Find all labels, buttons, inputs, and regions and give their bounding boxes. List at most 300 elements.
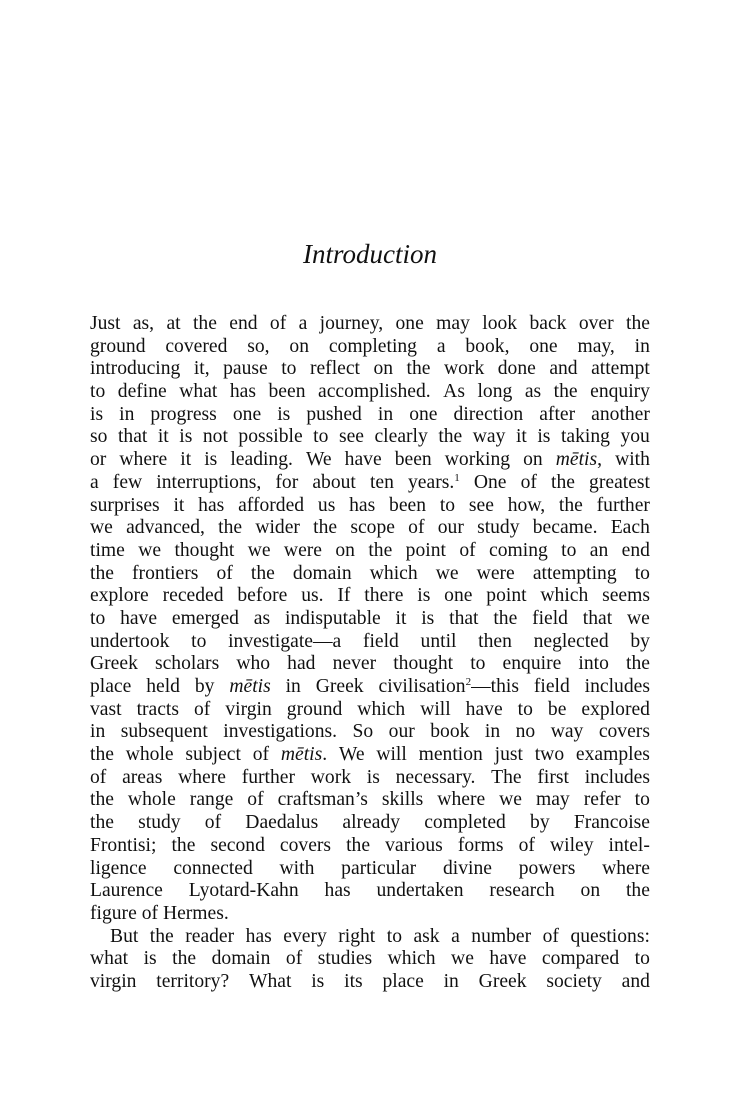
word: by bbox=[630, 630, 650, 652]
word: is bbox=[90, 403, 104, 425]
word: with bbox=[615, 449, 650, 471]
word: study bbox=[477, 517, 520, 539]
word: civilisation$^2$—this bbox=[378, 676, 519, 697]
word: covered bbox=[165, 335, 228, 357]
word: there bbox=[364, 585, 404, 607]
word: one bbox=[395, 313, 424, 334]
word: of bbox=[141, 902, 159, 924]
word: a bbox=[451, 925, 460, 947]
word: had bbox=[287, 653, 316, 675]
word: on bbox=[289, 335, 309, 357]
word: wiley bbox=[549, 834, 594, 856]
word: includes bbox=[584, 676, 650, 697]
word: not bbox=[202, 426, 228, 448]
word: as bbox=[524, 381, 542, 403]
word: coming bbox=[489, 539, 548, 561]
word: has bbox=[229, 381, 256, 403]
word: attempt bbox=[591, 358, 650, 380]
word: over bbox=[578, 313, 614, 334]
text-line bbox=[90, 721, 650, 744]
word: has bbox=[245, 925, 272, 947]
word: mētis, bbox=[555, 449, 603, 471]
word: investigate—a bbox=[228, 630, 342, 652]
word: book, bbox=[465, 335, 510, 357]
word: Lyotard-Kahn bbox=[188, 880, 299, 902]
word: were bbox=[283, 539, 322, 561]
word: the bbox=[438, 426, 463, 448]
word: necessary. bbox=[395, 766, 476, 788]
word: to bbox=[470, 653, 486, 675]
word: point bbox=[405, 539, 446, 561]
word: on bbox=[523, 449, 543, 471]
word: One bbox=[473, 471, 507, 493]
word: thought bbox=[174, 539, 235, 561]
word: subsequent bbox=[120, 721, 208, 743]
word: until bbox=[420, 630, 457, 652]
word: another bbox=[591, 403, 650, 425]
word: range bbox=[189, 789, 234, 811]
word: has bbox=[324, 880, 351, 902]
word: we bbox=[499, 789, 523, 811]
word: covers bbox=[598, 721, 650, 743]
word: leading. bbox=[230, 449, 293, 471]
word: by bbox=[194, 676, 215, 697]
text-line bbox=[90, 789, 650, 812]
word: is bbox=[277, 403, 291, 425]
word: time bbox=[90, 539, 125, 561]
word: taking bbox=[560, 426, 610, 448]
word: it bbox=[157, 426, 169, 448]
word: study bbox=[138, 812, 181, 834]
word: became. bbox=[532, 517, 598, 539]
word: Just bbox=[90, 313, 121, 334]
word: in bbox=[285, 676, 301, 697]
word: to bbox=[517, 698, 533, 720]
word: accomplished. bbox=[318, 381, 431, 403]
word: If bbox=[337, 585, 351, 607]
word: is bbox=[311, 970, 325, 992]
word: the bbox=[625, 880, 650, 902]
word: to bbox=[281, 358, 297, 380]
word: We bbox=[305, 449, 332, 471]
word: to bbox=[90, 607, 106, 629]
word: which bbox=[540, 585, 589, 607]
word: emerged bbox=[171, 607, 239, 629]
word: questions: bbox=[570, 925, 650, 947]
word: of bbox=[408, 517, 425, 539]
word: to bbox=[634, 948, 650, 970]
word: have bbox=[344, 449, 382, 471]
word: Daedalus bbox=[245, 812, 319, 834]
word: includes bbox=[584, 766, 650, 788]
word: Greek bbox=[90, 653, 138, 675]
word: thought bbox=[393, 653, 454, 675]
text-line bbox=[90, 676, 650, 699]
word: in bbox=[119, 403, 135, 425]
word: you bbox=[620, 426, 650, 448]
word: book bbox=[430, 721, 470, 743]
word: and bbox=[621, 970, 650, 992]
word: our bbox=[437, 517, 464, 539]
word: is bbox=[421, 607, 435, 629]
word: has bbox=[349, 494, 376, 516]
text-line bbox=[90, 472, 650, 495]
word: As bbox=[443, 381, 465, 403]
text-line bbox=[90, 971, 650, 994]
word: whole bbox=[127, 789, 176, 811]
word: on bbox=[373, 358, 394, 380]
word: mention bbox=[418, 744, 483, 766]
word: frontiers bbox=[132, 562, 199, 584]
word: the bbox=[406, 358, 431, 380]
word: ground bbox=[286, 698, 343, 720]
word: neglected bbox=[533, 630, 609, 652]
word: vast bbox=[90, 698, 122, 720]
word: craftsman’s bbox=[277, 789, 368, 811]
word: reflect bbox=[309, 358, 360, 380]
word: with bbox=[279, 857, 315, 879]
word: Greek bbox=[478, 970, 527, 992]
word: of bbox=[90, 766, 107, 788]
word: undertook bbox=[90, 630, 170, 652]
word: we bbox=[90, 517, 113, 539]
word: our bbox=[388, 721, 415, 743]
text-line bbox=[90, 880, 650, 903]
word: what bbox=[179, 381, 218, 403]
word: years.$^1$ bbox=[408, 471, 460, 493]
word: clearly bbox=[374, 426, 428, 448]
word: define bbox=[117, 381, 167, 403]
word: we bbox=[435, 562, 459, 584]
word: in bbox=[377, 403, 394, 425]
text-line bbox=[90, 744, 650, 767]
word: which bbox=[387, 948, 436, 970]
word: completing bbox=[328, 335, 417, 357]
word: further bbox=[596, 494, 650, 516]
word: see bbox=[468, 494, 494, 516]
word: work bbox=[443, 358, 485, 380]
text-line bbox=[90, 358, 650, 381]
word: divine bbox=[442, 857, 492, 879]
word: way bbox=[550, 721, 584, 743]
word: that bbox=[582, 607, 613, 629]
word: wider bbox=[255, 517, 300, 539]
word: of bbox=[518, 834, 535, 856]
word: one bbox=[409, 403, 438, 425]
word: What bbox=[248, 970, 292, 992]
word: one bbox=[232, 403, 262, 425]
word: been bbox=[394, 449, 432, 471]
word: is bbox=[537, 426, 551, 448]
word: completed bbox=[424, 812, 506, 834]
word: mētis bbox=[229, 676, 271, 697]
word: first bbox=[537, 766, 569, 788]
word: explore bbox=[90, 585, 149, 607]
word: surprises bbox=[90, 494, 160, 516]
word: has bbox=[198, 494, 225, 516]
word: field bbox=[362, 630, 399, 652]
word: the bbox=[172, 948, 197, 970]
word: Greek bbox=[315, 676, 364, 697]
word: it, bbox=[193, 358, 210, 380]
word: or bbox=[90, 449, 107, 471]
word: every bbox=[283, 925, 327, 947]
word: to bbox=[561, 539, 577, 561]
word: particular bbox=[341, 857, 417, 879]
word: the bbox=[171, 834, 196, 856]
word: enquiry bbox=[590, 381, 650, 403]
word: of bbox=[216, 562, 233, 584]
word: to bbox=[439, 494, 456, 516]
word: attempting bbox=[532, 562, 617, 584]
word: intel- bbox=[608, 834, 650, 856]
word: domain bbox=[211, 948, 271, 970]
word: refer bbox=[583, 789, 621, 811]
word: may, bbox=[577, 335, 615, 357]
word: the bbox=[250, 562, 275, 584]
word: direction bbox=[453, 403, 524, 425]
word: we bbox=[138, 539, 162, 561]
word: ligence bbox=[90, 857, 147, 879]
word: to bbox=[634, 562, 650, 584]
word: further bbox=[241, 766, 296, 788]
chapter-title: Introduction bbox=[303, 239, 437, 269]
word: look bbox=[482, 313, 518, 334]
word: the bbox=[346, 834, 371, 856]
word: two bbox=[534, 744, 565, 766]
word: we bbox=[247, 539, 271, 561]
word: virgin bbox=[90, 970, 137, 992]
word: point bbox=[486, 585, 527, 607]
word: The bbox=[491, 766, 522, 788]
word: its bbox=[344, 970, 363, 992]
word: working bbox=[444, 449, 511, 471]
word: end bbox=[229, 313, 258, 334]
word: investigations. bbox=[223, 721, 338, 743]
text-line bbox=[90, 336, 650, 359]
word: indisputable bbox=[284, 607, 381, 629]
word: areas bbox=[122, 766, 163, 788]
text-line bbox=[90, 313, 650, 336]
word: in bbox=[484, 721, 501, 743]
word: of bbox=[520, 471, 537, 493]
word: of bbox=[542, 925, 559, 947]
word: in bbox=[634, 335, 650, 357]
word: ten bbox=[369, 471, 394, 493]
word: forms bbox=[457, 834, 504, 856]
text-line bbox=[90, 835, 650, 858]
word: before bbox=[237, 585, 288, 607]
word: be bbox=[547, 698, 567, 720]
word: been bbox=[389, 494, 427, 516]
text-line bbox=[90, 495, 650, 518]
word: will bbox=[420, 698, 451, 720]
text-line bbox=[90, 540, 650, 563]
word: about bbox=[312, 471, 356, 493]
word: already bbox=[342, 812, 401, 834]
word: We bbox=[338, 744, 365, 766]
word: whole bbox=[125, 744, 174, 766]
word: where bbox=[602, 857, 650, 879]
word: to bbox=[191, 630, 207, 652]
word: undertaken bbox=[376, 880, 464, 902]
word: back bbox=[529, 313, 567, 334]
word: scope bbox=[350, 517, 395, 539]
word: seems bbox=[602, 585, 650, 607]
word: of bbox=[269, 313, 287, 334]
word: is bbox=[417, 585, 431, 607]
text-line bbox=[90, 381, 650, 404]
text-line bbox=[90, 948, 650, 971]
word: so, bbox=[247, 335, 270, 357]
word: one bbox=[529, 335, 558, 357]
text-line bbox=[90, 653, 650, 676]
word: place bbox=[90, 676, 132, 697]
word: studies bbox=[317, 948, 373, 970]
word: we bbox=[627, 607, 650, 629]
word: enquire bbox=[502, 653, 562, 675]
word: the bbox=[218, 517, 243, 539]
word: a bbox=[90, 471, 99, 493]
word: one bbox=[444, 585, 473, 607]
text-line bbox=[90, 812, 650, 835]
word: will bbox=[376, 744, 407, 766]
word: a bbox=[436, 335, 446, 357]
word: is bbox=[366, 766, 380, 788]
word: which bbox=[369, 562, 418, 584]
word: in bbox=[443, 970, 459, 992]
text-line bbox=[90, 767, 650, 790]
word: the bbox=[313, 517, 338, 539]
word: and bbox=[549, 358, 578, 380]
word: covers bbox=[279, 834, 332, 856]
word: who bbox=[236, 653, 271, 675]
word: society bbox=[546, 970, 602, 992]
word: afforded bbox=[238, 494, 305, 516]
word: long bbox=[477, 381, 513, 403]
word: Hermes. bbox=[162, 902, 229, 924]
word: the bbox=[551, 471, 575, 493]
word: the bbox=[368, 539, 393, 561]
text-line bbox=[90, 926, 650, 949]
word: where bbox=[437, 789, 486, 811]
word: have bbox=[489, 948, 527, 970]
word: ask bbox=[413, 925, 440, 947]
word: in bbox=[90, 721, 106, 743]
word: journey, bbox=[319, 313, 384, 334]
word: the bbox=[90, 812, 114, 834]
word: few bbox=[112, 471, 143, 493]
word: pushed bbox=[306, 403, 362, 425]
word: various bbox=[385, 834, 443, 856]
word: advanced, bbox=[126, 517, 205, 539]
word: the bbox=[149, 925, 174, 947]
text-line bbox=[90, 858, 650, 881]
word: research bbox=[489, 880, 555, 902]
word: tracts bbox=[136, 698, 179, 720]
text-line bbox=[90, 563, 650, 586]
word: done bbox=[497, 358, 536, 380]
word: territory? bbox=[156, 970, 230, 992]
text-line bbox=[90, 426, 650, 449]
word: which bbox=[357, 698, 406, 720]
word: the bbox=[626, 313, 650, 334]
word: Frontisi; bbox=[90, 834, 157, 856]
word: explored bbox=[581, 698, 650, 720]
word: way bbox=[472, 426, 506, 448]
word: at bbox=[166, 313, 181, 334]
word: just bbox=[494, 744, 523, 766]
word: of bbox=[247, 789, 264, 811]
word: compared bbox=[541, 948, 620, 970]
word: is bbox=[143, 948, 157, 970]
word: ground bbox=[90, 335, 146, 357]
word: field bbox=[532, 607, 568, 629]
word: is bbox=[204, 449, 218, 471]
word: that bbox=[117, 426, 148, 448]
word: So bbox=[352, 721, 374, 743]
text-line bbox=[90, 608, 650, 631]
word: for bbox=[275, 471, 299, 493]
word: of bbox=[194, 698, 211, 720]
word: into bbox=[578, 653, 609, 675]
word: may bbox=[436, 313, 470, 334]
word: reader bbox=[185, 925, 235, 947]
word: an bbox=[589, 539, 609, 561]
word: by bbox=[530, 812, 550, 834]
word: domain bbox=[292, 562, 352, 584]
word: But bbox=[110, 925, 139, 947]
word: pause bbox=[223, 358, 268, 380]
word: field bbox=[533, 676, 570, 697]
word: have bbox=[465, 698, 503, 720]
word: interruptions, bbox=[156, 471, 262, 493]
word: the bbox=[192, 313, 217, 334]
word: on bbox=[580, 880, 601, 902]
word: of bbox=[252, 744, 270, 766]
word: how, bbox=[507, 494, 546, 516]
word: been bbox=[268, 381, 306, 403]
word: where bbox=[178, 766, 226, 788]
word: as bbox=[253, 607, 271, 629]
word: held bbox=[146, 676, 180, 697]
word: Laurence bbox=[90, 880, 163, 902]
text-line bbox=[90, 631, 650, 654]
word: scholars bbox=[154, 653, 220, 675]
word: second bbox=[210, 834, 265, 856]
word: no bbox=[515, 721, 536, 743]
word: work bbox=[310, 766, 352, 788]
word: so bbox=[90, 426, 108, 448]
word: the bbox=[90, 789, 114, 811]
word: subject bbox=[185, 744, 241, 766]
word: it bbox=[395, 607, 407, 629]
word: greatest bbox=[589, 471, 650, 493]
word: of bbox=[459, 539, 476, 561]
word: of bbox=[285, 948, 303, 970]
text-line bbox=[90, 449, 650, 472]
word: never bbox=[332, 653, 377, 675]
word: were bbox=[476, 562, 515, 584]
introduction-text bbox=[90, 313, 650, 994]
word: Francoise bbox=[573, 812, 650, 834]
word: end bbox=[621, 539, 650, 561]
word: connected bbox=[173, 857, 253, 879]
word: have bbox=[120, 607, 158, 629]
word: the bbox=[626, 653, 650, 675]
text-line bbox=[90, 903, 650, 926]
word: right bbox=[338, 925, 376, 947]
